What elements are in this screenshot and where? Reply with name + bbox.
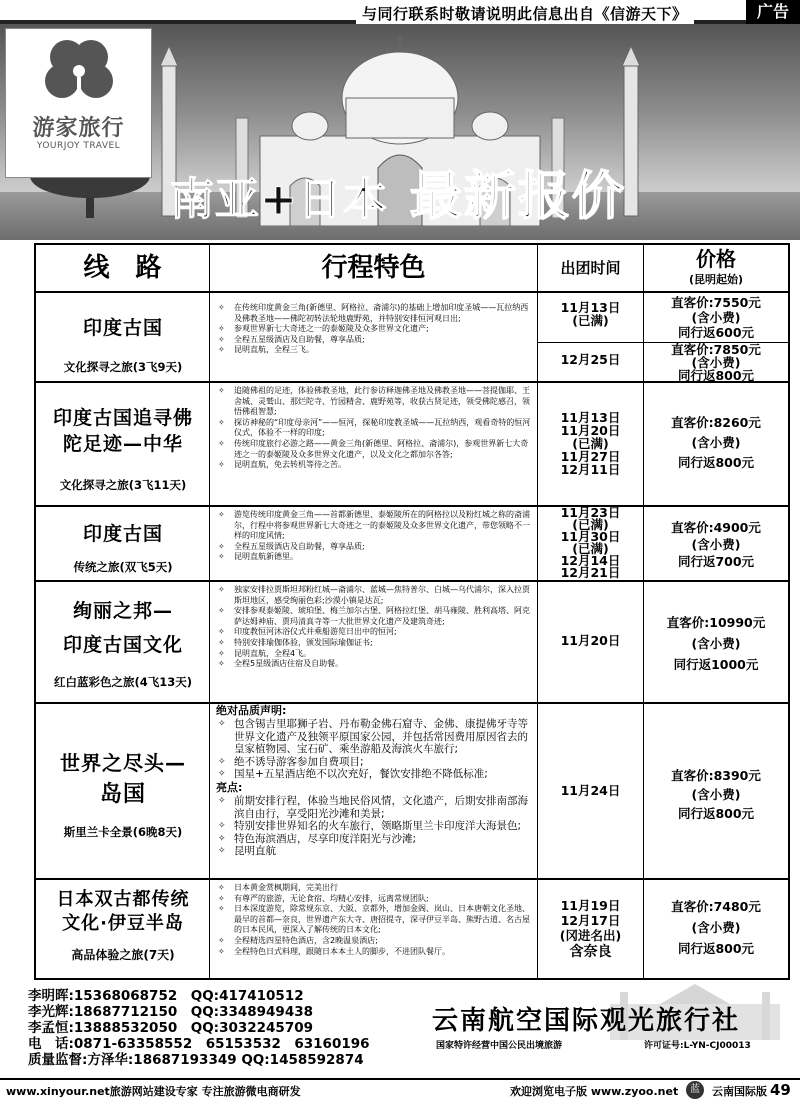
price-line: 同行返600元 (677, 325, 755, 340)
price-line: 同行返800元 (677, 941, 755, 956)
contact-line: 李光辉:18687712150 QQ:3348949438 (28, 1004, 314, 1020)
route-cell (36, 704, 210, 878)
table-row (36, 507, 788, 582)
source-notice: 与同行联系时敬请说明此信息出自《信游天下》 (356, 3, 694, 24)
banner (0, 24, 800, 240)
price-cell (644, 582, 788, 702)
price-line: 同行返700元 (677, 554, 755, 569)
feature-item: ✧ 昆明直航新德里。 (216, 552, 533, 563)
contact-list (28, 988, 428, 1068)
route-name: 文化·伊豆半岛 (62, 913, 184, 934)
route-subtitle: 文化探寻之旅(3飞11天) (59, 478, 187, 492)
contact-line: 质量监督:方泽华:18687193349 QQ:1458592874 (28, 1052, 364, 1068)
date-slot (538, 293, 643, 343)
headline-destination: 南亚+日本 (170, 174, 388, 225)
price-line: (含小费) (691, 537, 741, 552)
date-line: 11月24日 (560, 783, 621, 798)
price-slot (644, 343, 788, 382)
price-line: 直客价:10990元 (666, 615, 766, 630)
date-line: (已满) (572, 541, 609, 556)
price-line: (含小费) (691, 787, 741, 802)
date-line: 11月30日 (560, 529, 621, 544)
price-line: 同行返800元 (677, 455, 755, 470)
date-line: 11月20日 (560, 423, 621, 438)
feature-item: ✧ 有尊严的旅游，无论食宿、均精心安排，远离常规团队; (216, 894, 533, 905)
route-cell (36, 582, 210, 702)
header-price: 价格 (696, 247, 736, 271)
date-cell (538, 293, 644, 381)
date-slot (538, 343, 643, 366)
price-line: 直客价:7480元 (671, 899, 761, 914)
route-name: 日本双古都传统 (56, 889, 190, 910)
feature-cell (210, 582, 538, 702)
price-line: 直客价:7850元 (671, 342, 761, 357)
date-line: 含奈良 (569, 944, 612, 960)
price-line: 同行返800元 (677, 368, 755, 383)
feature-item: ✧ 追随佛祖的足迹，体验佛教圣地，此行参访释迦佛圣地及佛教圣地——菩提伽耶、王舍城、灵鹫山、那烂陀寺、竹园精舍、鹿野苑等，收获古贤足迹，领受佛陀感召，领悟佛祖智慧; (216, 386, 533, 418)
route-cell (36, 507, 210, 580)
agency-permit: 许可证号:L-YN-CJ00013 (644, 1041, 751, 1051)
table-row (36, 582, 788, 704)
price-cell (644, 507, 788, 580)
table-header (36, 245, 788, 293)
table-row (36, 383, 788, 507)
price-slot (644, 293, 788, 343)
feature-item: ✧ 全程精选四星特色酒店，含2晚温泉酒店; (216, 936, 533, 947)
feature-item: ✧ 昆明直航 (216, 845, 533, 858)
header-price-sub: (昆明起始) (688, 273, 744, 286)
feature-item: ✧ 前期安排行程，体验当地民俗风情，文化遗产，后期安排南部海滨自由行，享受阳光沙滩和美景; (216, 795, 533, 820)
date-cell (538, 507, 644, 580)
route-cell (36, 293, 210, 381)
feature-cell (210, 704, 538, 878)
date-line: 11月23日 (560, 505, 621, 520)
feature-item: ✧ 探访神秘的“印度母亲河”——恒河，探秘印度教圣城——瓦拉纳西，观看奇特的恒河仪式，体验不一样的印度; (216, 418, 533, 439)
top-strip (0, 0, 800, 24)
route-name: 绚丽之邦— (72, 600, 173, 622)
contact-line: 李明晖:15368068752 QQ:417410512 (28, 988, 304, 1004)
feature-item: ✧ 包含锡吉里耶狮子岩、丹布勒金佛石窟寺、金佛、康提佛牙寺等世界文化遗产及独领平原国家公园，并包括常因费用原因省去的皇家植物园、宝石矿、乘坐游船及海滨火车旅行; (216, 718, 533, 756)
agency-license: 国家特许经营中国公民出境旅游 (436, 1041, 563, 1051)
date-line: (已满) (572, 436, 609, 451)
price-line: (含小费) (691, 920, 741, 935)
feature-cell (210, 507, 538, 580)
price-line: (含小费) (691, 355, 741, 370)
feature-item: ✧ 游览传统印度黄金三角——首都新德里、泰姬陵所在的阿格拉以及粉红城之称的斋浦尔，行程中将参观世界新七大奇迹之一的泰姬陵及众多世界文化遗产，带您领略不一样的印度风情; (216, 510, 533, 542)
date-line: (冈进名出) (559, 928, 622, 943)
price-line: (含小费) (691, 310, 741, 325)
date-line: 12月17日 (560, 913, 621, 928)
feature-item: ✧ 日本深度游览，除常规东京、大阪、京都外，增加金阁、岚山、日本唐朝文化圣地、最早的首都—奈良，世界遗产东大寺、唐招提寺，深寻伊豆半岛、熊野古道、名古屋的日本民风，更深入了解传统的日本文化; (216, 904, 533, 936)
feature-item: ✧ 独家安排拉贾斯坦邦粉红城—斋浦尔、蓝城—焦特普尔、白城—乌代浦尔，深入拉贾斯坦地区，感受绚丽色彩;沙漠小镇是达瓦; (216, 585, 533, 606)
website-credit: www.xinyour.net旅游网站建设专家 专注旅游微电商研发 (6, 1085, 301, 1098)
logo-name-en: YOURJOY TRAVEL (36, 141, 121, 151)
headline-latest-price: 最新报价 (409, 167, 626, 227)
route-name: 世界之尽头— (60, 751, 186, 775)
logo-name-cn: 游家旅行 (32, 116, 125, 141)
price-line: 直客价:4900元 (671, 520, 761, 535)
feature-item: ✧ 昆明直航，免去转机等待之苦。 (216, 460, 533, 471)
price-line: 直客价:7550元 (671, 295, 761, 310)
route-subtitle: 红白蓝彩色之旅(4飞13天) (53, 675, 193, 689)
route-subtitle: 斯里兰卡全景(6晚8天) (63, 825, 183, 839)
date-line: (已满) (572, 517, 609, 532)
route-cell (36, 880, 210, 978)
date-line: 11月20日 (560, 633, 621, 648)
date-line: 11月27日 (560, 449, 621, 464)
price-cell (644, 293, 788, 381)
feature-item: ✧ 绝不诱导游客参加自费项目; (216, 756, 533, 769)
feature-item: ✧ 特别安排瑜伽体验，颁发国际瑜伽证书; (216, 638, 533, 649)
price-line: 直客价:8390元 (671, 768, 761, 783)
date-line: 11月13日 (560, 300, 621, 315)
date-cell (538, 582, 644, 702)
feature-item: ✧ 昆明直航，全程三飞。 (216, 345, 533, 356)
price-line: (含小费) (691, 636, 741, 651)
price-cell (644, 880, 788, 978)
price-table (34, 243, 790, 980)
date-line: 12月21日 (560, 565, 621, 580)
feature-item: ✧ 国星+五星酒店绝不以次充好，餐饮安排绝不降低标准; (216, 768, 533, 781)
price-line: (含小费) (691, 435, 741, 450)
feature-cell (210, 383, 538, 505)
feature-heading: 绝对品质声明: (216, 704, 287, 717)
feature-item: ✧ 特别安排世界知名的火车旅行，领略斯里兰卡印度洋大海景色; (216, 820, 533, 833)
price-cell (644, 704, 788, 878)
edition-badge: 蓝 (686, 1081, 704, 1099)
header-feature: 行程特色 (210, 245, 538, 291)
date-line: (已满) (572, 313, 609, 328)
table-row (36, 880, 788, 978)
feature-item: ✧ 在传统印度黄金三角(新德里、阿格拉、斋浦尔)的基础上增加印度圣城——瓦拉纳西及佛教圣地——佛陀初转法轮地鹿野苑，并特别安排恒河观日出; (216, 303, 533, 324)
date-line: 12月25日 (560, 352, 621, 367)
date-cell (538, 704, 644, 878)
route-subtitle: 文化探寻之旅(3飞9天) (63, 360, 183, 374)
feature-heading: 亮点: (216, 780, 243, 794)
page-number: 49 (770, 1081, 791, 1099)
route-name: 印度古国 (82, 523, 163, 545)
flower-logo-icon (42, 37, 116, 109)
route-cell (36, 383, 210, 505)
ad-label: 广告 (746, 0, 800, 24)
route-subtitle: 高品体验之旅(7天) (71, 948, 175, 962)
contact-line: 电 话:0871-63358552 65153532 63160196 (28, 1036, 370, 1052)
feature-item: ✧ 全程五星级酒店及自助餐，尊享品质; (216, 335, 533, 346)
agency-name: 云南航空国际观光旅行社 (432, 1006, 741, 1036)
price-line: 同行返1000元 (673, 657, 759, 672)
route-name: 印度古国追寻佛 (52, 407, 193, 429)
feature-item: ✧ 参观世界新七大奇迹之一的泰姬陵及众多世界文化遗产; (216, 324, 533, 335)
feature-item: ✧ 安排参观泰姬陵、琥珀堡、梅兰加尔古堡、阿格拉红堡、胡马雍陵、胜利高塔、阿克萨达姆神庙、贾玛清真寺等一大批世界文化遗产及建筑奇迹; (216, 606, 533, 627)
price-line: 直客价:8260元 (671, 415, 761, 430)
feature-item: ✧ 全程五星级酒店及自助餐，尊享品质; (216, 542, 533, 553)
table-row (36, 293, 788, 383)
contact-line: 李孟恒:13888532050 QQ:3032245709 (28, 1020, 314, 1036)
route-name: 岛国 (99, 782, 146, 807)
feature-item: ✧ 全程5星级酒店住宿及自助餐。 (216, 659, 533, 670)
feature-item: ✧ 特色海滨酒店，尽享印度洋阳光与沙滩; (216, 833, 533, 846)
feature-item: ✧ 全程特色日式料理，跟随日本本土人的脚步，不进团队餐厅。 (216, 947, 533, 958)
route-name: 印度古国文化 (62, 634, 183, 656)
date-line: 11月19日 (560, 898, 621, 913)
route-name: 印度古国 (82, 317, 163, 339)
agency-logo (5, 28, 152, 178)
headline (170, 154, 626, 227)
price-line: 同行返800元 (677, 806, 755, 821)
feature-cell (210, 293, 538, 381)
bottom-bar (0, 1078, 800, 1100)
feature-item: ✧ 印度教恒河沐浴仪式并乘船游览日出中的恒河; (216, 627, 533, 638)
feature-cell (210, 880, 538, 978)
header-route: 线 路 (36, 245, 210, 291)
feature-item: ✧ 昆明直航，全程4飞。 (216, 649, 533, 660)
date-line: 12月14日 (560, 553, 621, 568)
price-cell (644, 383, 788, 505)
edition-name: 云南国际版 (712, 1085, 767, 1098)
date-cell (538, 383, 644, 505)
ebook-link: 欢迎浏览电子版 www.zyoo.net (510, 1085, 679, 1098)
table-row (36, 704, 788, 880)
date-cell (538, 880, 644, 978)
date-line: 12月11日 (560, 462, 621, 477)
feature-item: ✧ 传统印度旅行必游之路——黄金三角(新德里、阿格拉、斋浦尔)，参观世界新七大奇迹之一的泰姬陵及众多世界文化遗产，以及文化之都加尔各答; (216, 439, 533, 460)
header-date: 出团时间 (538, 245, 644, 291)
route-subtitle: 传统之旅(双飞5天) (73, 560, 173, 574)
route-name: 陀足迹—中华 (62, 433, 183, 455)
feature-item: ✧ 日本黄金赏枫期间，完美出行 (216, 883, 533, 894)
date-line: 11月13日 (560, 410, 621, 425)
